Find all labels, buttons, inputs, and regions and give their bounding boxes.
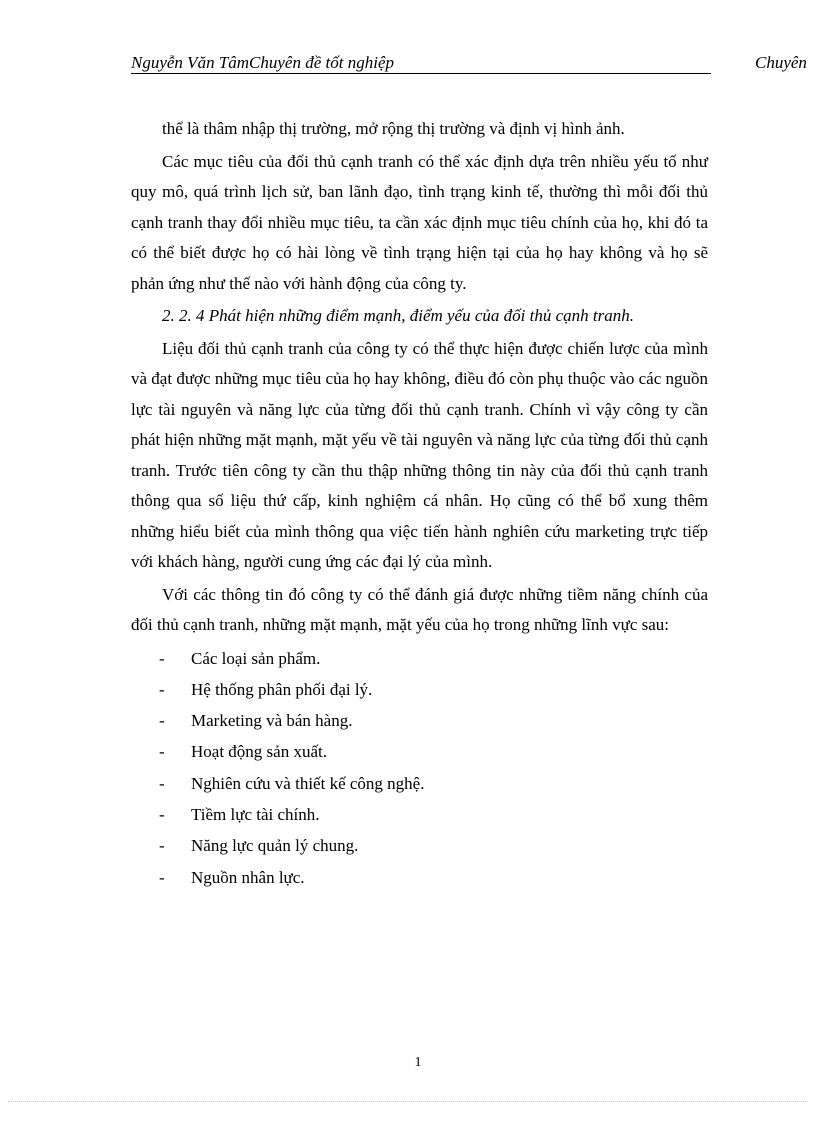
list-item	[131, 705, 708, 736]
bullet-dash-icon: -	[159, 648, 165, 668]
bullet-dash-icon: -	[159, 867, 165, 887]
header-author-title: Nguyễn Văn TâmChuyên đề tốt nghiệp	[131, 53, 394, 72]
paragraph-evaluation-areas: Với các thông tin đó công ty có thể đánh giá được những tiềm năng chính của đối thủ cạnh tranh, những mặt mạnh, mặt yếu của họ trong những lĩnh vực sau:	[131, 584, 708, 634]
bullet-dash-icon: -	[159, 679, 165, 699]
list-item-text: Năng lực quản lý chung.	[191, 836, 359, 856]
list-item	[131, 830, 708, 861]
evaluation-area-list	[131, 643, 708, 893]
list-item-text: Nguồn nhân lực.	[191, 867, 305, 887]
header-right-text: Chuyên	[755, 53, 807, 72]
list-item-text: Nghiên cứu và thiết kế công nghệ.	[191, 773, 425, 793]
page-number: 1	[414, 1055, 422, 1070]
list-item-text: Hệ thống phân phối đại lý.	[191, 679, 373, 699]
paragraph-strengths-weaknesses: Liệu đối thủ cạnh tranh của công ty có thể thực hiện được chiến lược của mình và đạt được những mục tiêu của họ hay không, điều đó còn phụ thuộc vào các nguồn lực tài nguyên và năng lực của từng đối thủ cạnh tranh. Chính vì vậy công ty cần phát hiện những mặt mạnh, mặt yếu về tài nguyên và năng lực của từng đối thủ cạnh tranh. Trước tiên công ty cần thu thập những thông tin này của đối thủ cạnh tranh thông qua số liệu thứ cấp, kinh nghiệm cá nhân. Họ cũng có thể bổ xung thêm những hiểu biết của mình thông qua việc tiến hành nghiên cứu marketing trực tiếp với khách hàng, người cung ứng các đại lý của mình.	[131, 338, 708, 571]
bullet-dash-icon: -	[159, 804, 165, 824]
list-item	[131, 768, 708, 799]
list-item	[131, 674, 708, 705]
bullet-dash-icon: -	[159, 773, 165, 793]
bullet-dash-icon: -	[159, 711, 165, 731]
paragraph-continuation: thể là thâm nhập thị trường, mở rộng thị trường và định vị hình ảnh.	[162, 119, 625, 138]
list-item	[131, 862, 708, 893]
list-item	[131, 643, 708, 674]
list-item-text: Tiềm lực tài chính.	[191, 804, 320, 824]
list-item	[131, 799, 708, 830]
document-body	[131, 114, 708, 893]
page-header	[131, 53, 711, 74]
list-item-text: Hoạt động sản xuất.	[191, 742, 327, 762]
list-item-text: Các loại sản phẩm.	[191, 648, 321, 668]
section-heading: 2. 2. 4 Phát hiện những điểm mạnh, điểm yếu của đối thủ cạnh tranh.	[162, 306, 634, 325]
paragraph-competitor-goals: Các mục tiêu của đối thủ cạnh tranh có thể xác định dựa trên nhiều yếu tố như quy mô, quá trình lịch sử, ban lãnh đạo, tình trạng kinh tế, thường thì mỗi đối thủ cạnh tranh thay đổi nhiều mục tiêu, ta cần xác định mục tiêu chính của họ, khi đó ta có thể biết được họ có hài lòng về tình trạng hiện tại của họ hay không và họ sẽ phản ứng như thế nào với hành động của công ty.	[131, 151, 708, 293]
bullet-dash-icon: -	[159, 836, 165, 856]
list-item	[131, 736, 708, 767]
bullet-dash-icon: -	[159, 742, 165, 762]
page-bottom-divider	[8, 1101, 808, 1102]
list-item-text: Marketing và bán hàng.	[191, 711, 353, 731]
